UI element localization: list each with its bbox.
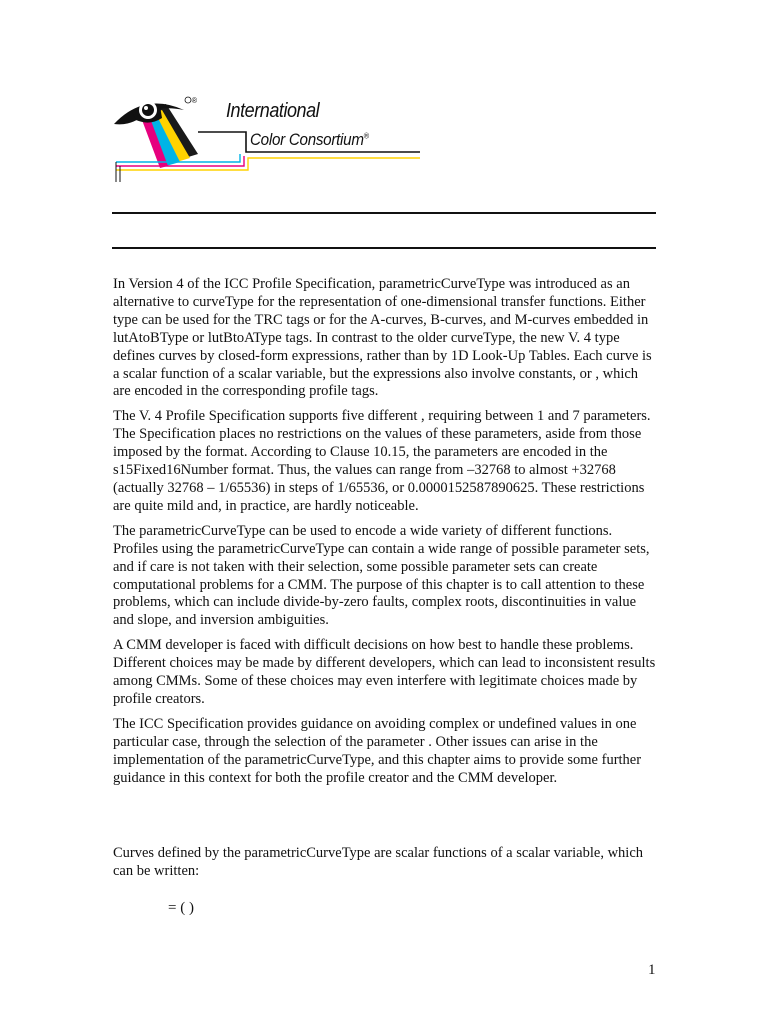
second-rule [112, 247, 656, 249]
paragraph-developer-choices: A CMM developer is faced with difficult decisions on how best to handle these problems. Different choices may be made by different developers, which can lead to inconsistent results among CMMs. Some of these choices may even interfere with legitimate choices made by profile creators. [113, 637, 656, 707]
paragraph-guidance: The ICC Specification provides guidance on avoiding complex or undefined values in one particular case, through the selection of the parameter . Other issues can arise in the implementation of the parametricCurveType, and this chapter aims to provide some further guidance in this context for both the profile creator and the CMM developer. [113, 715, 642, 786]
body-text [113, 276, 658, 794]
equation: = ( ) [168, 900, 194, 916]
paragraph-intro: In Version 4 of the ICC Profile Specification, parametricCurveType was introduced as an alternative to curveType for the representation of one-dimensional transfer functions. Either type can be used for the TRC tags or for the A-curves, B-curves, and M-curves embedded in lutAtoBType or lutBtoAType tags. In contrast to the older curveType, the new V. 4 type defines curves by closed-form expressions, rather than by 1D Look-Up Tables. Each curve is a scalar function of a scalar variable, but the expressions also involve constants, or , which are encoded in the corresponding profile tags. [113, 276, 652, 400]
page-number: 1 [648, 962, 656, 978]
paragraph-cmm-problems: The parametricCurveType can be used to encode a wide variety of different functions. Profiles using the parametricCurveType can contain a wide range of possible parameter sets, and if care is not taken with their selection, some possible parameter sets can create computational problems for a CMM. The purpose of this chapter is to call attention to these problems, which can include divide-by-zero faults, complex roots, discontinuities in value and slope, and inversion ambiguities. [113, 522, 650, 629]
paragraph-function-types: The V. 4 Profile Specification supports five different , requiring between 1 and 7 parameters. The Specification places no restrictions on the values of these parameters, aside from those imposed by the format. According to Clause 10.15, the parameters are encoded in the s15Fixed16Number format. Thus, the values can range from –32768 to almost +32768 (actually 32768 – 1/65536) in steps of 1/65536, or 0.0000152587890625. These restrictions are quite mild and, in practice, are hardly noticeable. [113, 408, 651, 514]
top-rule [112, 212, 656, 214]
logo-text-color-consortium: Color Consortium® [250, 131, 369, 149]
section-2-text: Curves defined by the parametricCurveType are scalar functions of a scalar variable, which can be written: [113, 845, 644, 879]
logo-text-international: International ® [191, 96, 320, 122]
